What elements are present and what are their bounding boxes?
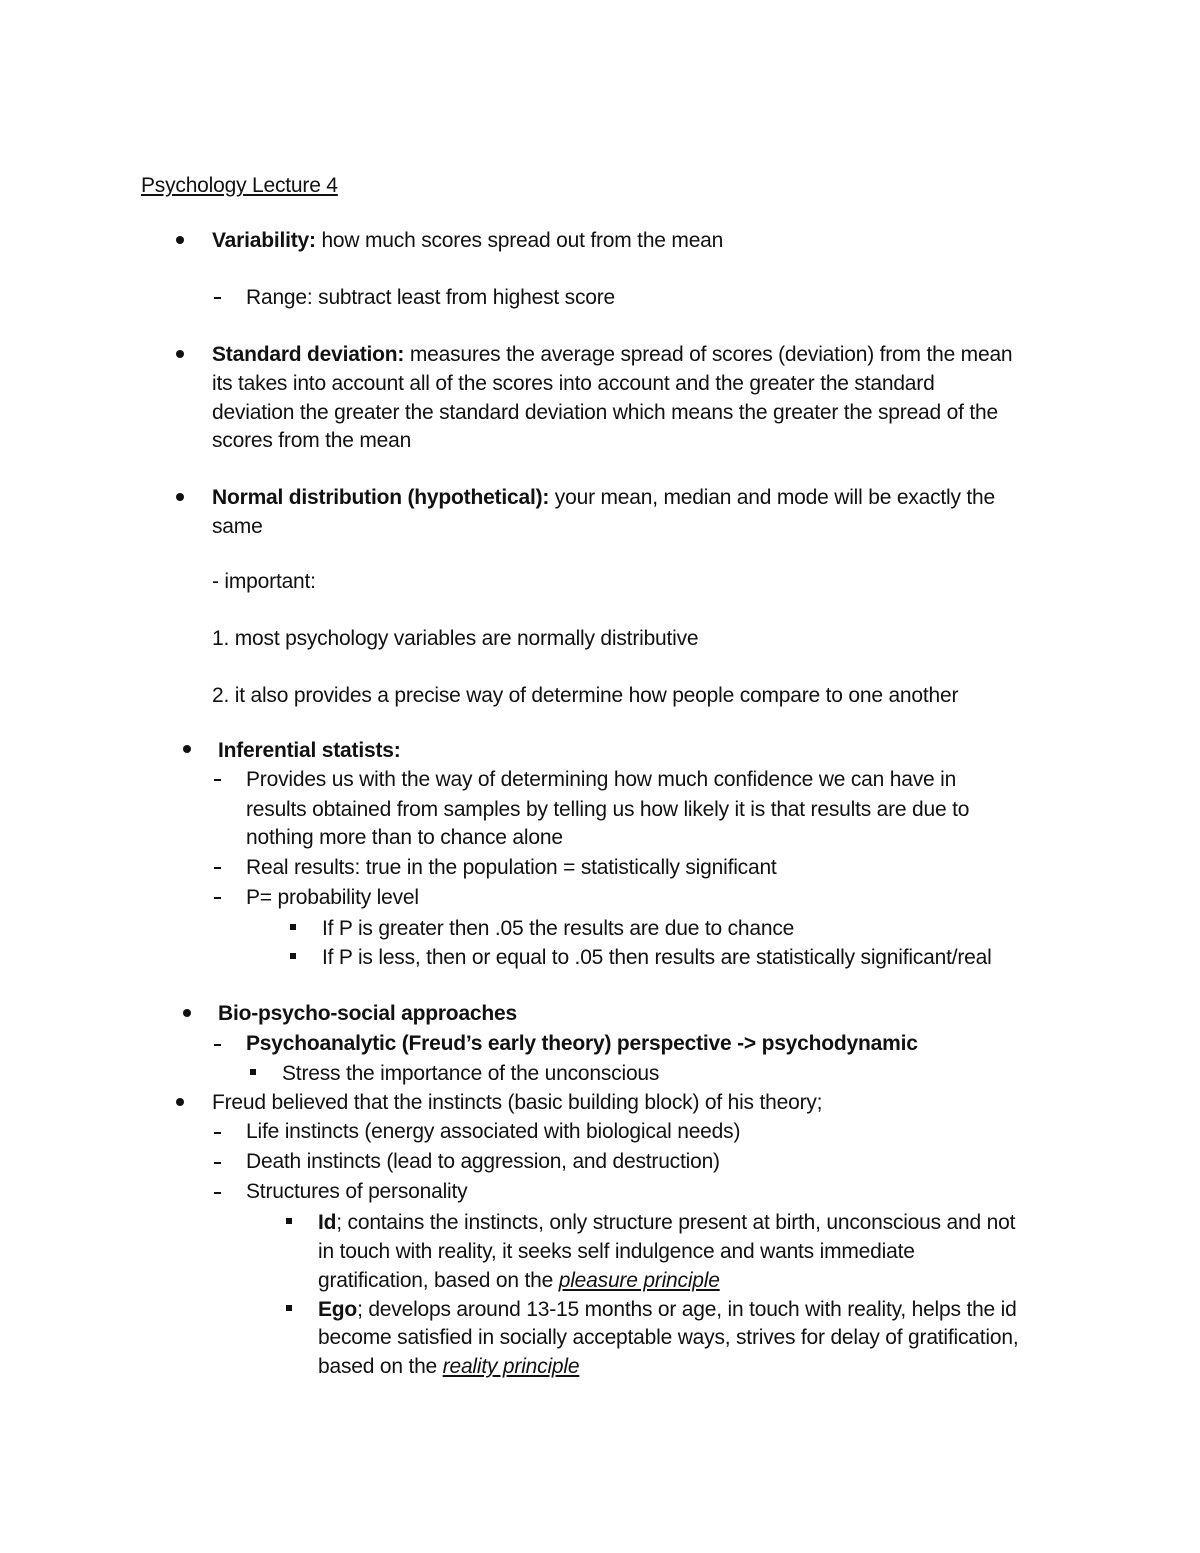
id-line-1 [318, 1208, 1015, 1237]
inferential-p-level: P= probability level [246, 886, 419, 909]
inferential-provides-2: results obtained from samples by telling us how likely it is that results are due to [246, 798, 970, 821]
sd-term: Standard deviation: [212, 343, 405, 366]
id-text: ; contains the instincts, only structure present at birth, unconscious and not [336, 1211, 1016, 1234]
inferential-term: Inferential statists: [218, 739, 401, 762]
ego-line-3-prefix: based on the [318, 1355, 443, 1378]
bps-psychoanalytic: Psychoanalytic (Freud’s early theory) perspective -> psychodynamic [246, 1032, 918, 1055]
ego-line-1 [318, 1295, 1017, 1324]
nd-point-2: 2. it also provides a precise way of determine how people compare to one another [212, 684, 959, 707]
square-bullet-icon [290, 953, 296, 959]
bullet-icon [183, 1009, 191, 1017]
bullet-icon [176, 493, 184, 501]
nd-point-1: 1. most psychology variables are normally distributive [212, 627, 699, 650]
inferential-less: If P is less, then or equal to .05 then results are statistically significant/real [322, 946, 992, 969]
square-bullet-icon [286, 1218, 292, 1224]
dash-icon [214, 1192, 221, 1194]
square-bullet-icon [250, 1069, 256, 1075]
dash-icon [214, 1044, 221, 1046]
dash-icon [214, 297, 221, 299]
variability-item [212, 226, 723, 255]
sd-text: measures the average spread of scores (deviation) from the mean [404, 343, 1013, 366]
dash-icon [214, 779, 221, 781]
ego-line-2: become satisfied in socially acceptable ways, strives for delay of gratification, [318, 1326, 1019, 1349]
ego-line-3 [318, 1352, 579, 1381]
pleasure-principle: pleasure principle [558, 1269, 720, 1292]
nd-line-1 [212, 483, 995, 512]
nd-term: Normal distribution (hypothetical): [212, 486, 550, 509]
bullet-icon [176, 1098, 184, 1106]
variability-term: Variability: [212, 229, 316, 252]
bullet-icon [183, 745, 191, 753]
inferential-provides-3: nothing more than to chance alone [246, 826, 563, 849]
sd-line-1 [212, 340, 1012, 369]
reality-principle: reality principle [442, 1355, 580, 1378]
ego-term: Ego [318, 1298, 358, 1321]
id-line-2: in touch with reality, it seeks self indulgence and wants immediate [318, 1240, 915, 1263]
bps-stress: Stress the importance of the unconscious [282, 1062, 660, 1085]
inferential-provides-1: Provides us with the way of determining how much confidence we can have in [246, 768, 957, 791]
range-item: Range: subtract least from highest score [246, 286, 616, 309]
sd-line-4: scores from the mean [212, 429, 412, 452]
dash-icon [214, 897, 221, 899]
freud-intro: Freud believed that the instincts (basic building block) of his theory; [212, 1091, 823, 1114]
bullet-icon [176, 350, 184, 358]
inferential-real: Real results: true in the population = statistically significant [246, 856, 777, 879]
dash-icon [214, 867, 221, 869]
bullet-icon [176, 236, 184, 244]
square-bullet-icon [290, 924, 296, 930]
variability-text: how much scores spread out from the mean [315, 229, 724, 252]
dash-icon [214, 1132, 221, 1134]
id-line-3 [318, 1266, 720, 1295]
id-term: Id [318, 1211, 337, 1234]
page-title: Psychology Lecture 4 [141, 174, 338, 197]
dash-icon [214, 1162, 221, 1164]
sd-line-3: deviation the greater the standard deviation which means the greater the spread of the [212, 401, 998, 424]
bps-term: Bio-psycho-social approaches [218, 1002, 517, 1025]
inferential-greater: If P is greater then .05 the results are due to chance [322, 917, 795, 940]
sd-line-2: its takes into account all of the scores into account and the greater the standard [212, 372, 935, 395]
square-bullet-icon [286, 1305, 292, 1311]
nd-important: - important: [212, 570, 316, 593]
ego-text: ; develops around 13-15 months or age, in touch with reality, helps the id [357, 1298, 1017, 1321]
nd-line-2: same [212, 515, 263, 538]
freud-structures: Structures of personality [246, 1180, 468, 1203]
nd-text: your mean, median and mode will be exactly the [549, 486, 996, 509]
freud-death: Death instincts (lead to aggression, and destruction) [246, 1150, 720, 1173]
id-line-3-prefix: gratification, based on the [318, 1269, 559, 1292]
freud-life: Life instincts (energy associated with biological needs) [246, 1120, 741, 1143]
